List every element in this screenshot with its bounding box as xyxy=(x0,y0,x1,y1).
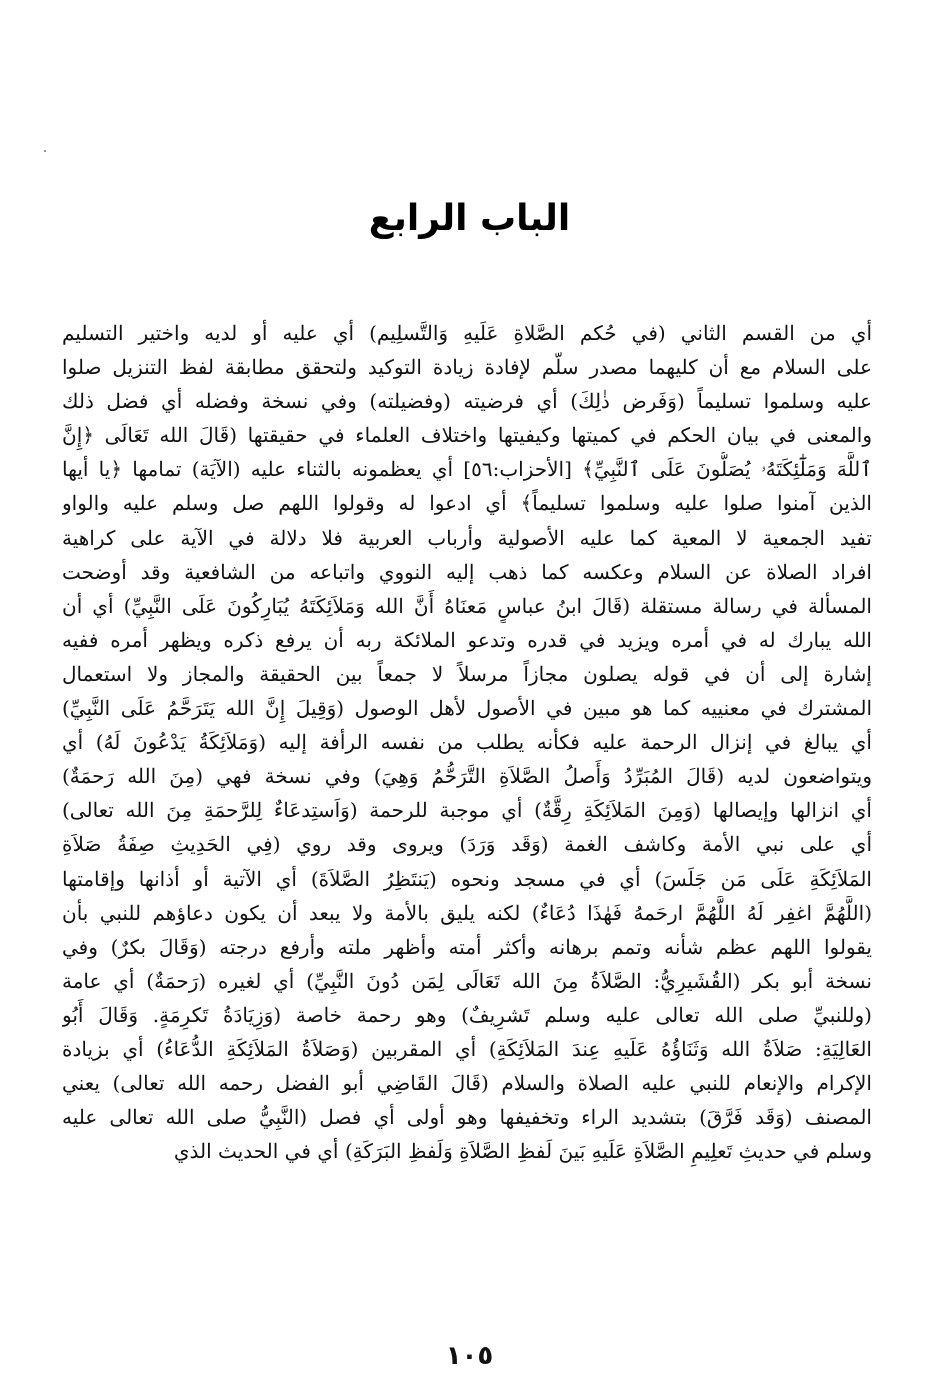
text-line: المسألة في رسالة مستقلة (قَالَ ابنُ عباسٍ مَعنَاهُ أَنَّ الله وَمَلاَئِكَتَهُ يُبَارِكُونَ عَلَى النَّبِيِّ) أي أن xyxy=(62,593,872,618)
text-line: (وللنبيِّ صلى الله تعالى عليه وسلم تَشرِيفٌ) وهو رحمة خاصة (وَزِيَادَةُ تَكرِمَةٍ. وَقَالَ أَبُو xyxy=(62,1002,872,1027)
text-line: ويتواضعون لديه (قَالَ المُبَرِّدُ وَأَصلُ الصَّلاَةِ التَّرَحُّمُ وَهِيَ) وفي نسخة فهي (مِنَ الله رَحمَةٌ) xyxy=(62,764,872,789)
text-line: أي على نبي الأمة وكاشف الغمة (وَقَد وَرَدَ) ويروى وقد روي (فِي الحَدِيثِ صِفَةُ صَلاَةِ xyxy=(62,832,872,857)
page-number: ١٠٥ xyxy=(445,1341,494,1371)
text-line: إشارة إلى أن في قوله يصلون مجازاً مرسلاً لا جمعاً بين الحقيقة والمجاز ولا استعمال xyxy=(62,661,872,686)
text-line: (اللَّهُمَّ اغفِر لَهُ اللَّهُمَّ ارحَمهُ فَهٰذَا دُعَاءٌ) لكنه يليق بالأمة ولا يبعد أن يكون دعاؤهم للنبي بأن xyxy=(62,900,872,925)
chapter-title: الباب الرابع xyxy=(368,198,571,239)
scan-speck xyxy=(44,150,46,152)
text-line: والمعنى في بيان الحكم في كميتها وكيفيتها واختلاف العلماء في حقيقتها (قَالَ الله تَعَالَى ﴿إِنَّ xyxy=(62,423,872,448)
text-line: ٱللَّهَ وَمَلَٰٓئِكَتَهُۥ يُصَلُّونَ عَلَى ٱلنَّبِيِّ﴾ [الأحزاب:٥٦] أي يعظمونه بالثناء عليه (الآيَة) تمامها ﴿يا أيها xyxy=(62,457,872,482)
body-text xyxy=(62,316,872,1168)
text-line: افراد الصلاة عن السلام وعكسه كما ذهب إليه النووي واتباعه من الشافعية وقد أوضحت xyxy=(62,559,872,584)
text-line: المَلاَئِكَةِ عَلَى مَن جَلَسَ) أي في مسجد ونحوه (يَنتَظِرُ الصَّلاَةَ) أي الآتية أو أذانها وإقامتها xyxy=(62,866,872,891)
text-line: تفيد الجمعية لا المعية كما عليه الأصولية وأرباب العربية فلا دلالة في الآية على كراهية xyxy=(62,525,872,550)
text-line: المصنف (وَقَد فَرَّقَ) بتشديد الراء وتخفيفها وهو أولى أي فصل (النَّبِيُّ صلى الله تعالى عليه xyxy=(62,1105,872,1130)
text-line: العَالِيَةِ: صَلاَةُ الله وَثَنَاؤُهُ عَلَيهِ عِندَ المَلاَئِكَةِ) أي المقربين (وَصَلاَةُ المَلاَئِكَةِ الدُّعَاءُ) أي بزيادة xyxy=(62,1036,872,1061)
text-line: نسخة أبو بكر (القُشَيرِيُّ: الصَّلاَةُ مِنَ الله تَعَالَى لِمَن دُونَ النَّبِيِّ) أي لغيره (رَحمَةٌ) أي عامة xyxy=(62,968,872,993)
text-line: أي انزالها وإيصالها (وَمِنَ المَلاَئِكَةِ رِقَّةٌ) أي موجبة للرحمة (وَاَستِدعَاءٌ لِلرَّحمَةِ مِنَ الله تعالى) xyxy=(62,798,872,823)
text-line: الذين آمنوا صلوا عليه وسلموا تسليماً﴾ أي ادعوا له وقولوا اللهم صل وسلم عليه والواو xyxy=(62,491,872,516)
text-line: الإكرام والإنعام للنبي عليه الصلاة والسلام (قَالَ القَاضِي أبو الفضل رحمه الله تعالى) يعني xyxy=(62,1071,872,1096)
text-line: عليه وسلموا تسليماً (وَفَرض ذٰلِكَ) أي فرضيته (وفضيلته) وفي نسخة وفضله أي فضل ذلك xyxy=(62,389,872,414)
text-line: على السلام مع أن كليهما مصدر سلّم لإفادة زيادة التوكيد ولتحقق مطابقة لفظ التنزيل صلوا xyxy=(62,355,872,380)
text-line: الله يبارك له في أمره ويزيد في قدره وتدعو الملائكة ربه أن يرفع ذكره ويظهر أمره ففيه xyxy=(62,627,872,652)
text-line: أي يبالغ في إنزال الرحمة عليه فكأنه يطلب من نفسه الرأفة إليه (وَمَلاَئِكَةُ يَدْعُونَ لَهُ) أي xyxy=(62,730,872,755)
text-line: أي من القسم الثاني (في حُكم الصَّلاةِ عَلَيهِ وَالتَّسلِيم) أي عليه أو لديه واختير التسليم xyxy=(62,321,872,345)
text-line: وسلم في حديثِ تَعلِيمِ الصَّلاَةِ عَلَيهِ بَينَ لَفظِ الصَّلاَةِ وَلَفظِ البَرَكَةِ) أي في الحديث الذي xyxy=(173,1139,872,1164)
text-line: يقولوا اللهم عظم شأنه وتمم برهانه وأكثر أمته وأظهر ملته وأرفع درجته (وَقَالَ بكرٌ) وفي xyxy=(62,934,872,959)
text-line: المشترك في معنييه كما هو مبين في الأصول لأهل الوصول (وَقِيلَ إِنَّ الله يَتَرَحَّمُ عَلَى النَّبِيِّ) xyxy=(62,696,872,721)
